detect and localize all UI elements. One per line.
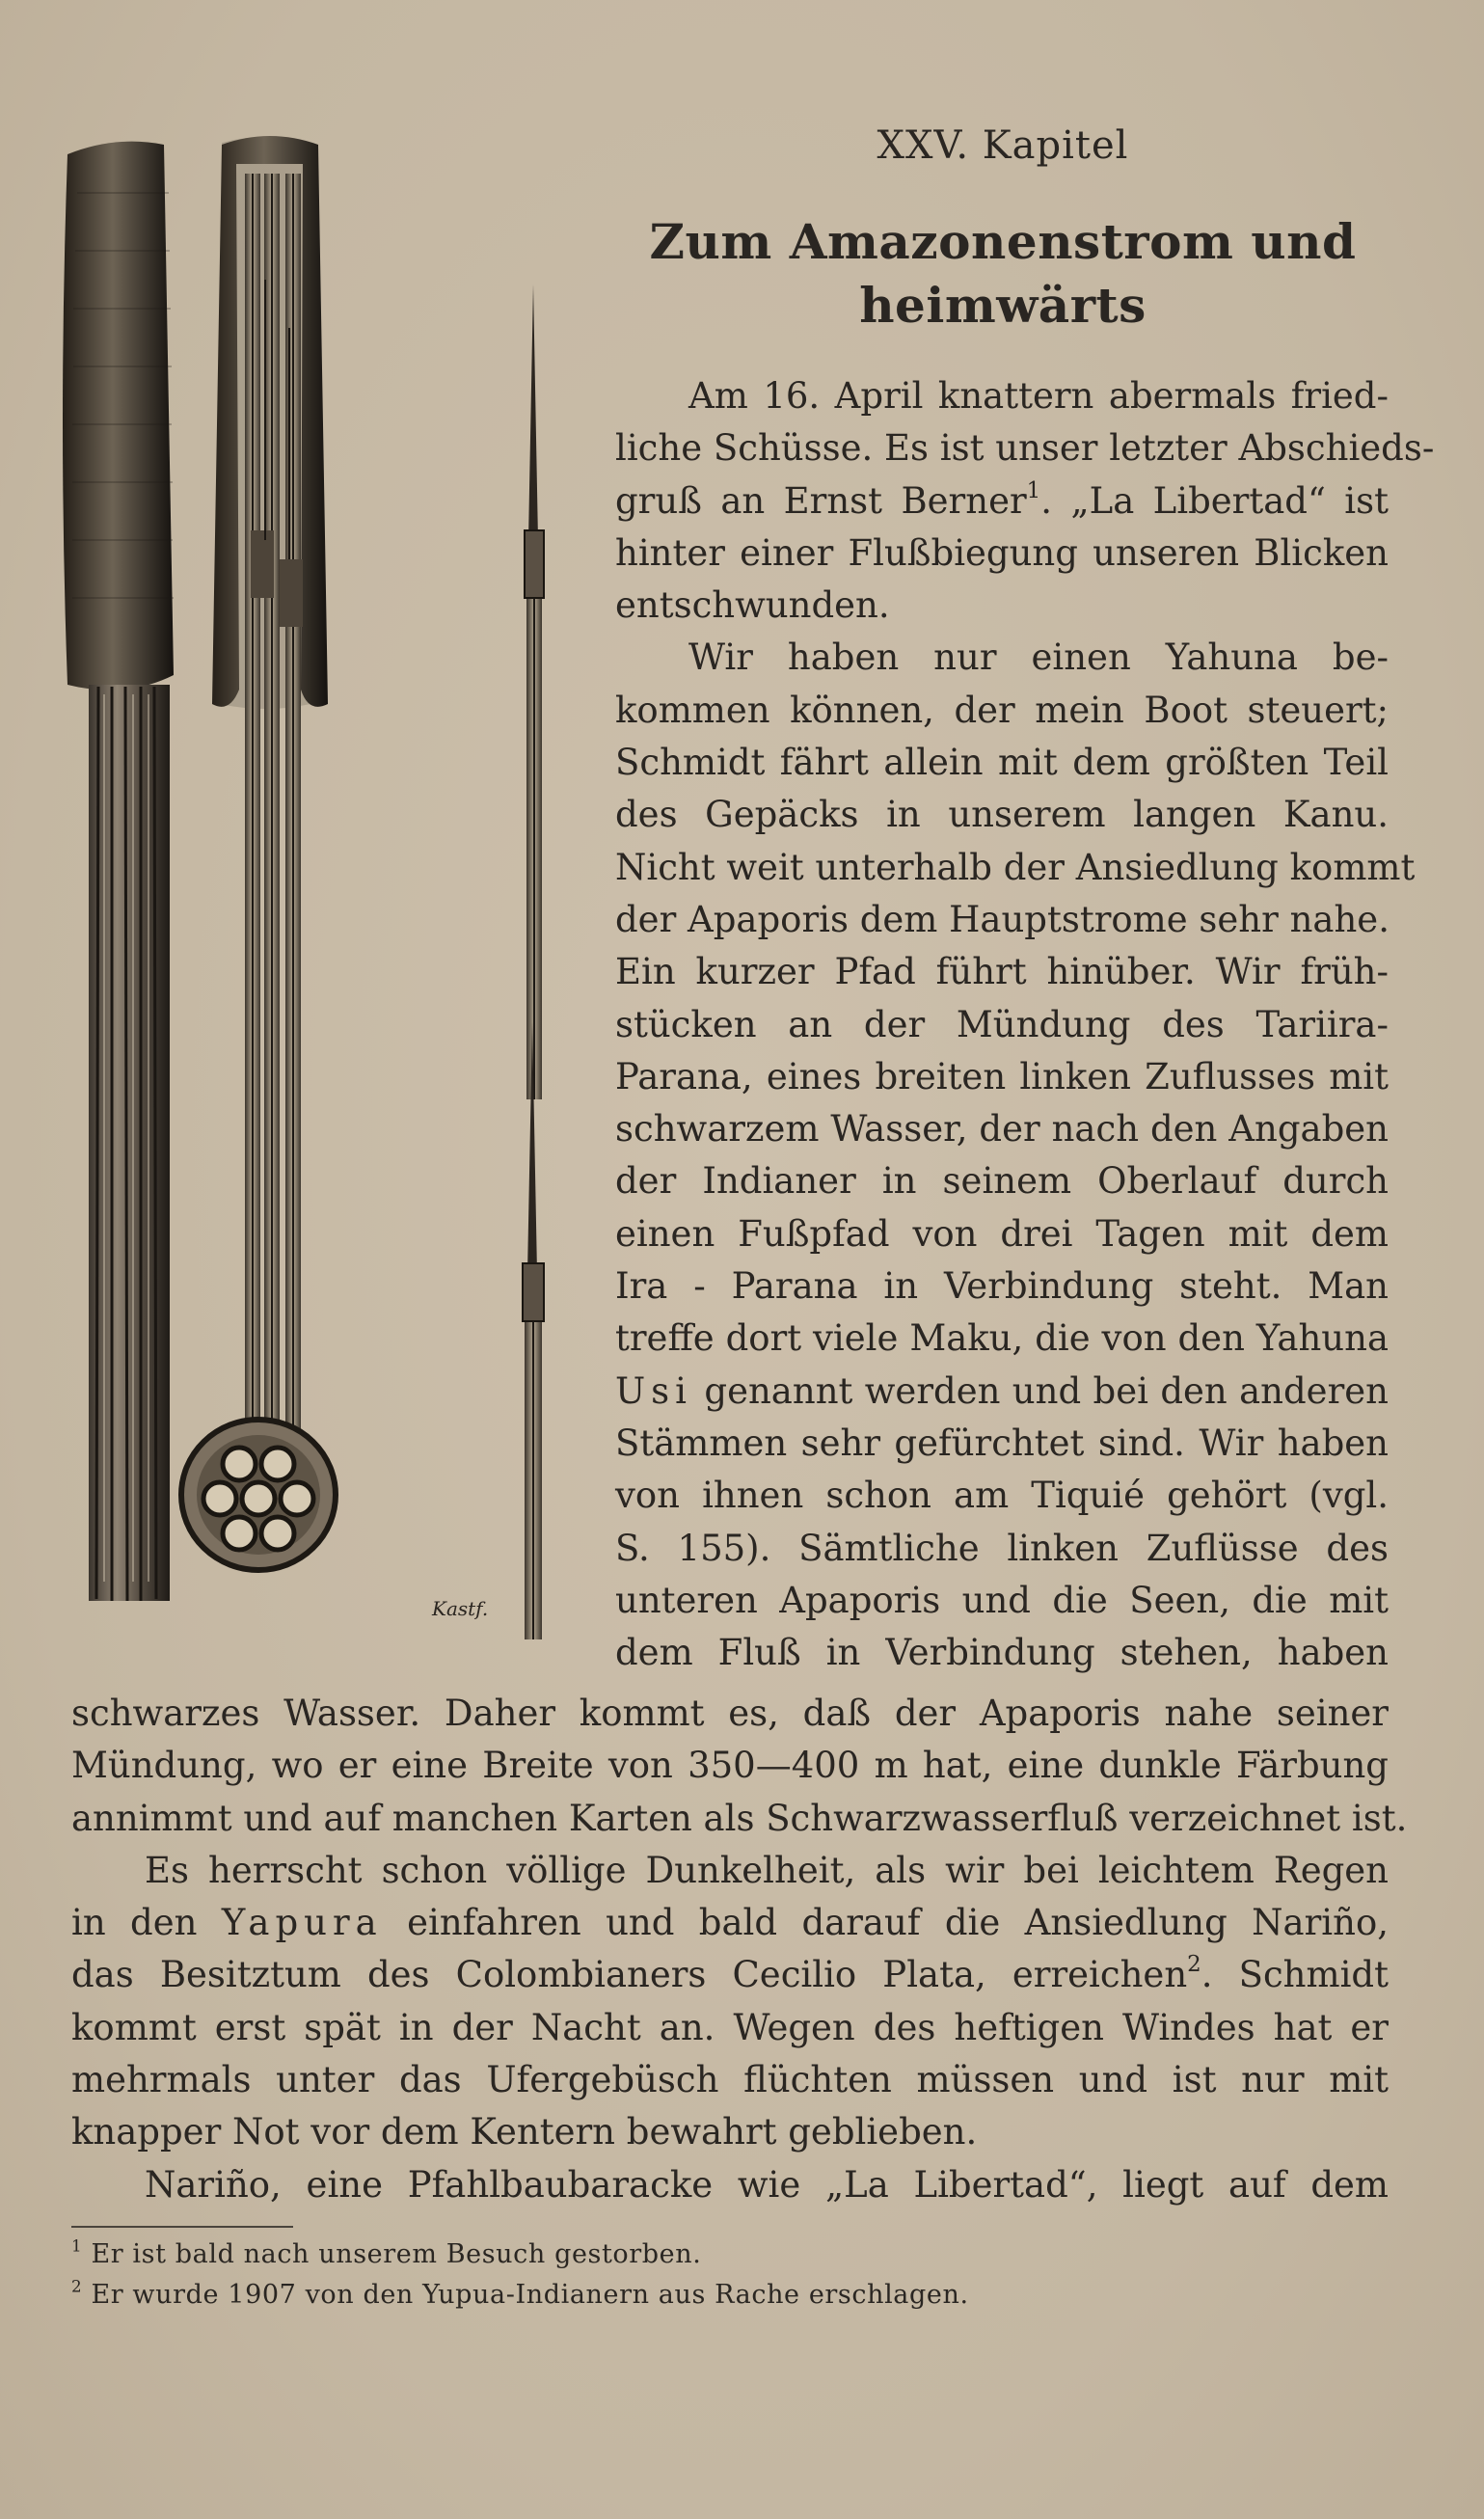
text-line: einen Fußpfad von drei Tagen mit dem — [615, 1212, 1389, 1255]
full-width-text — [71, 1688, 1408, 2211]
quiver-left — [63, 142, 174, 1601]
text-line: Es herrscht schon völlige Dunkelheit, als wir bei leichtem Regen — [145, 1849, 1389, 1891]
footnote-mark: 2 — [71, 2276, 83, 2296]
text-line: stücken an der Mündung des Tariira- — [615, 1003, 1389, 1045]
chapter-title — [607, 210, 1398, 338]
text-fragment: einfahren und bald darauf die Ansiedlung Nariño, — [382, 1902, 1389, 1944]
text-line: Nicht weit unterhalb der Ansiedlung kommt — [615, 846, 1416, 888]
text-line: dem Fluß in Verbindung stehen, haben — [615, 1632, 1389, 1674]
text-line: des Gepäcks in unserem langen Kanu. — [615, 794, 1389, 836]
text-fragment: . Schmidt — [1201, 1954, 1389, 1996]
footnote-text: Er ist bald nach unserem Besuch gestorben. — [91, 2239, 702, 2269]
bundle-cross-section — [181, 1420, 336, 1570]
dart-upper — [525, 284, 544, 1099]
text-line: Mündung, wo er eine Breite von 350—400 m hat, eine dunkle Färbung — [71, 1745, 1389, 1787]
text-line: mehrmals unter das Ufergebüsch flüchten müssen und ist nur mit — [71, 2059, 1389, 2101]
footnote-divider — [71, 2226, 293, 2228]
footnote-mark: 1 — [71, 2235, 83, 2256]
text-line: der Indianer in seinem Oberlauf durch — [615, 1160, 1389, 1203]
text-line: unteren Apaporis und die Seen, die mit — [615, 1579, 1389, 1621]
chapter-title-line-1: Zum Amazonenstrom und — [649, 213, 1357, 270]
text-line: annimmt und auf manchen Karten als Schwarzwasserfluß verzeichnet ist. — [71, 1797, 1408, 1839]
text-line: von ihnen schon am Tiquié gehört (vgl. — [615, 1475, 1389, 1517]
text-fragment: . „La Libertad“ ist — [1040, 479, 1389, 522]
text-fragment: in den — [71, 1902, 222, 1944]
footnote-ref-2: 2 — [1187, 1952, 1201, 1978]
text-line: Stämmen sehr gefürchtet sind. Wir haben — [615, 1422, 1389, 1464]
text-line: S. 155). Sämtliche linken Zuflüsse des — [615, 1527, 1389, 1569]
column-text — [615, 370, 1435, 1679]
text-line: Ein kurzer Pfad führt hinüber. Wir früh- — [615, 951, 1389, 993]
quiver-middle — [212, 136, 328, 1466]
footnote-ref-1: 1 — [1026, 477, 1041, 503]
text-line: Am 16. April knattern abermals fried- — [688, 375, 1389, 417]
text-fragment: genannt werden und bei den anderen — [692, 1369, 1389, 1412]
text-line — [71, 1949, 1389, 2001]
chapter-title-line-2: heimwärts — [859, 277, 1147, 334]
footnote-1 — [71, 2235, 701, 2274]
spaced-word: Yapura — [221, 1902, 383, 1944]
text-line — [71, 1897, 1389, 1949]
footnote-text: Er wurde 1907 von den Yupua-Indianern aus Rache erschlagen. — [91, 2280, 969, 2310]
artist-signature: Kastf. — [432, 1597, 489, 1620]
text-line — [615, 475, 1389, 528]
text-line: kommen können, der mein Boot steuert; — [615, 689, 1389, 731]
chapter-heading: XXV. Kapitel — [877, 123, 1129, 168]
footnote-2 — [71, 2276, 969, 2315]
spaced-word: Usi — [615, 1369, 693, 1412]
text-line: schwarzes Wasser. Daher kommt es, daß der Apaporis nahe seiner — [71, 1693, 1389, 1734]
text-line: Nariño, eine Pfahlbaubaracke wie „La Libertad“, liegt auf dem — [145, 2163, 1389, 2206]
quiver-illustration — [48, 135, 588, 1639]
text-line: Wir haben nur einen Yahuna be- — [688, 637, 1389, 679]
text-line: treffe dort viele Maku, die von den Yahuna — [615, 1317, 1389, 1360]
text-line: Schmidt fährt allein mit dem größten Teil — [615, 742, 1389, 784]
text-line: liche Schüsse. Es ist unser letzter Abschieds- — [615, 427, 1435, 470]
text-line — [615, 1366, 1389, 1418]
text-fragment: gruß an Ernst Berner — [615, 479, 1027, 522]
text-line: Ira - Parana in Verbindung steht. Man — [615, 1265, 1389, 1308]
dart-lower — [523, 1022, 544, 1639]
text-line: hinter einer Flußbiegung unseren Blicken — [615, 531, 1389, 574]
text-line: Parana, eines breiten linken Zuflusses mit — [615, 1055, 1389, 1097]
text-line: kommt erst spät in der Nacht an. Wegen des heftigen Windes hat er — [71, 2006, 1389, 2048]
text-line: schwarzem Wasser, der nach den Angaben — [615, 1108, 1389, 1151]
text-line: knapper Not vor dem Kentern bewahrt geblieben. — [71, 2111, 978, 2153]
text-fragment: das Besitztum des Colombianers Cecilio Plata, erreichen — [71, 1954, 1188, 1996]
text-line: der Apaporis dem Hauptstrome sehr nahe. — [615, 898, 1390, 940]
text-line: entschwunden. — [615, 584, 890, 627]
